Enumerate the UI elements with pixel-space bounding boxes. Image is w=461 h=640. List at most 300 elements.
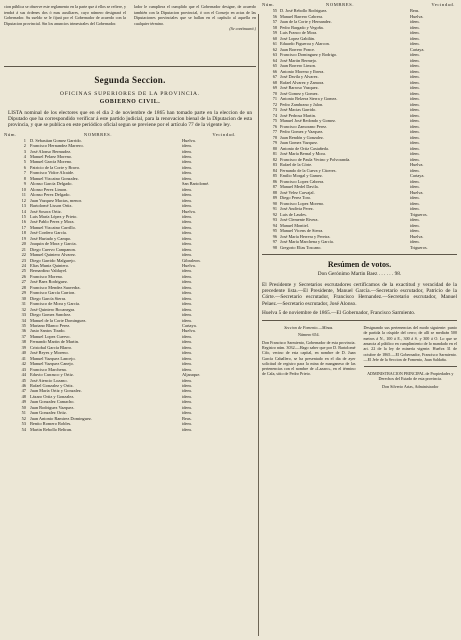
elector-name: Antonio Moreno y Ibrera.	[280, 68, 325, 74]
elector-number: 44	[21, 372, 26, 378]
elector-number: 18	[21, 230, 26, 236]
elector-town: idem.	[182, 170, 192, 176]
elector-number: 11	[21, 192, 26, 198]
elector-number: 5	[23, 159, 26, 165]
elector-name: Diego Gomez Sanchez.	[30, 312, 72, 318]
elector-number: 92	[272, 211, 277, 217]
elector-name: Manuel Vicens de Sierra.	[280, 228, 324, 233]
elector-town: idem.	[182, 159, 192, 165]
summary-rule	[262, 254, 457, 255]
elector-number: 20	[21, 241, 26, 247]
elector-town: idem.	[182, 203, 192, 209]
elector-number: 2	[23, 143, 26, 149]
elector-number: 65	[272, 63, 277, 68]
elector-number: 98	[272, 244, 277, 250]
elector-name: Manuel Medel Davila.	[280, 184, 319, 189]
elector-town: idem.	[182, 143, 192, 149]
elector-number: 43	[21, 366, 26, 372]
elector-name: Mariano Blanco Perez.	[30, 323, 71, 329]
elector-town: idem.	[410, 195, 420, 200]
fragment-left-text: cion pública se observe este reglamento en la parte que á ellos se refiere, y tendrá á sus órdenes dos ó mas auxiliares, cuyo número designará el Gobernador. Su sueldo se le fijará por el Gobernador de acuerdo con la Diputacion provincial. Sin los anuncios trimestrales del Gobernador.	[4, 4, 126, 26]
elector-name: José Hurtado y Campo.	[30, 235, 72, 241]
elector-number: 68	[272, 79, 277, 85]
elector-name: Fernando Martin de Martin.	[30, 339, 80, 345]
elector-name: Francisco de Paula Vecino y Polvoranda.	[280, 156, 351, 162]
elector-town: Beas.	[182, 415, 192, 421]
elector-town: idem.	[410, 79, 420, 85]
elector-town: idem.	[182, 273, 192, 279]
elector-town: idem.	[410, 30, 420, 35]
elector-name: Juan Gonzalez Ortiz.	[30, 410, 67, 416]
elector-town: idem.	[182, 290, 192, 296]
elector-town: Beas.	[410, 8, 420, 13]
elector-name: Juan Rodriguez Vazquez.	[30, 404, 75, 410]
elector-town: idem.	[182, 393, 192, 399]
elector-town: idem.	[410, 167, 420, 173]
elector-number: 19	[21, 235, 26, 241]
elector-number: 4	[23, 153, 26, 159]
elector-town: idem.	[410, 63, 420, 68]
elector-number: 27	[21, 279, 26, 285]
elector-town: Huelva.	[410, 233, 424, 239]
elector-name: Luis María López y Prieto.	[30, 213, 78, 219]
elector-number: 50	[21, 404, 26, 410]
elector-town: idem.	[182, 219, 192, 225]
elector-town: Huelva.	[182, 208, 196, 214]
fragment-right-text: lador le cumpliera el cumplido que el Gobernador designe, de acuerdo también con la Diputacion provincial, ó con el Consejo en actas de las Diputaciones provinciales que se hallan en el capítulo al aquella en cualquier término.	[134, 4, 256, 26]
elector-town: Huelva.	[410, 13, 424, 19]
elector-town: idem.	[182, 175, 192, 181]
elector-name: Juan Gomez Vazquez.	[280, 140, 318, 145]
elector-town: idem.	[410, 239, 420, 244]
admin-title: ADMINISTRACION PRINCIPAL de Propiedades y Derechos del Estado de esta provincia.	[367, 371, 454, 382]
elector-name: José Alonso Bermudez.	[30, 148, 72, 154]
elector-town: idem.	[182, 295, 192, 301]
elector-name: Antonio Belzera Sierra y Gomez.	[280, 96, 338, 101]
notice-body-1: Don Francisco Sarmiento, Gobernador de esta provincia. Registro núm. 3032.—Hago saber que por D. Bartolomé Cifo, vecino de esta capital, en nombre de D. Juan García Caballero, se ha presentado en el dia de ayer solicitud de registro para la mina de manganeso de las pertenencias con el nombre de «Lazaro», en el término de Cala, sitio de Pedro Prieto.	[262, 339, 356, 377]
elector-number: 9	[23, 181, 26, 187]
elector-town: idem.	[182, 148, 192, 154]
elector-town: idem.	[410, 129, 420, 134]
elector-name: José María Herrera y Pereira.	[280, 233, 331, 239]
elector-number: 96	[272, 233, 277, 239]
elector-town: idem.	[410, 134, 420, 140]
elector-number: 37	[21, 333, 26, 339]
elector-number: 51	[21, 410, 26, 416]
elector-name: Francisco Hernandez Marrero.	[30, 143, 84, 149]
admin-rule	[364, 366, 458, 367]
elector-town: idem.	[182, 246, 192, 252]
elector-name: Justo Santos Tirado.	[30, 328, 66, 334]
elector-town: idem.	[410, 156, 420, 162]
elector-name: Francisco Zamorano Perez.	[280, 123, 328, 129]
elector-name: José Andivia Perez.	[280, 206, 314, 211]
elector-number: 36	[21, 328, 26, 334]
elector-town: idem.	[410, 178, 420, 184]
elector-number: 13	[21, 203, 26, 209]
vote-line: Don Gerónimo Martin Baez . . . . . . 98.	[317, 271, 402, 277]
notice-col-1	[262, 325, 356, 391]
elector-town: Huelva.	[410, 189, 424, 195]
elector-number: 48	[21, 393, 26, 399]
elector-town: idem.	[410, 123, 420, 129]
elector-town: idem.	[182, 355, 192, 361]
elector-name: Francisco Lopez Cabrera.	[280, 178, 325, 184]
elector-town: idem.	[182, 344, 192, 350]
list-item	[262, 245, 457, 251]
candidate-name: Don Gerónimo Martin Baez	[317, 271, 378, 277]
elector-town: idem.	[410, 68, 420, 74]
elector-town: Trigueros.	[410, 244, 428, 250]
elector-town: Trigueros.	[410, 211, 428, 217]
elector-town: idem.	[182, 350, 192, 356]
elector-name: Manuel José Redondo y Gomez.	[280, 118, 336, 123]
elector-name: José Barroso Vazquez.	[280, 85, 319, 90]
notice-col-2	[364, 325, 458, 391]
elector-number: 72	[272, 101, 277, 107]
elector-town: idem.	[182, 317, 192, 323]
elector-number: 77	[272, 129, 277, 134]
elector-number: 26	[21, 273, 26, 279]
elector-town: idem.	[182, 153, 192, 159]
elector-number: 59	[272, 30, 277, 35]
elector-town: idem.	[410, 184, 420, 189]
elector-number: 90	[272, 200, 277, 206]
elector-town: idem.	[410, 222, 420, 228]
elector-name: José Martin Bermejo.	[280, 57, 318, 63]
elector-town: idem.	[410, 57, 420, 63]
elector-town: idem.	[182, 252, 192, 258]
elector-town: idem.	[182, 366, 192, 372]
list-intro: LISTA nominal de los electores que en el dia 2 de noviembre de 1865 han tomado parte en la eleccion de un Diputado que ha correspondido verificar á este partido judicial, para la renovacion bienal de la Diputacion de esta provincia, y que se publica en este periódico oficial segun se previene por el artículo 77 de la vigente ley.	[8, 110, 252, 129]
elector-number: 69	[272, 85, 277, 90]
header-name: NOMBRES.	[325, 2, 355, 7]
elector-name: Diego García Sierra.	[30, 295, 67, 301]
left-table-header	[4, 132, 256, 137]
elector-town: idem.	[182, 312, 192, 318]
elector-number: 83	[272, 162, 277, 167]
elector-name: José Baez Rodriguez.	[30, 279, 68, 285]
elector-number: 61	[272, 41, 277, 46]
elector-number: 82	[272, 156, 277, 162]
elector-town: idem.	[182, 426, 192, 432]
elector-town: idem.	[182, 361, 192, 367]
elector-name: José Pablo Perez y Mora.	[30, 219, 75, 225]
elector-town: idem.	[182, 410, 192, 416]
elector-name: José Atencio Lozano.	[30, 377, 68, 383]
elector-town: Huelva.	[410, 162, 424, 167]
elector-number: 64	[272, 57, 277, 63]
elector-town: idem.	[182, 241, 192, 247]
elector-number: 7	[23, 170, 26, 176]
elector-town: idem.	[410, 74, 420, 79]
elector-number: 42	[21, 361, 26, 367]
elector-town: idem.	[182, 301, 192, 307]
header-name: NOMBRES.	[83, 131, 113, 137]
elector-name: José Reyes y Moreno.	[30, 350, 69, 356]
list-item	[4, 427, 256, 432]
elector-number: 47	[21, 388, 26, 394]
elector-town: idem.	[182, 279, 192, 285]
elector-number: 70	[272, 90, 277, 96]
elector-name: Lázaro Ortiz y Gonzalez.	[30, 393, 75, 399]
summary-title: Resúmen de votos.	[327, 260, 392, 269]
elector-name: Manuel Montiel.	[280, 222, 309, 228]
elector-number: 34	[21, 317, 26, 323]
elector-name: Bartolomé Lisson Ortiz.	[30, 203, 73, 209]
elector-number: 79	[272, 140, 277, 145]
elector-name: Diego Perez Toro.	[280, 195, 312, 200]
elector-number: 60	[272, 35, 277, 41]
elector-town: Huelva.	[182, 137, 196, 143]
elector-town: idem.	[182, 284, 192, 290]
elector-number: 91	[272, 206, 277, 211]
elector-town: idem.	[182, 268, 192, 274]
elector-town: idem.	[410, 90, 420, 96]
elector-name: Luis de Lasdes.	[280, 211, 307, 217]
notice-rule	[262, 320, 457, 321]
elector-number: 54	[21, 426, 26, 432]
elector-town: idem.	[182, 377, 192, 383]
header-num: Núm.	[4, 131, 17, 137]
elector-name: Juan Gonzalez Camacho.	[30, 399, 75, 405]
elector-number: 23	[21, 257, 26, 263]
elector-name: Diego Cuervo Campanon.	[30, 246, 76, 252]
elector-name: Manuel Lopez Cuervo.	[30, 333, 71, 339]
elector-name: Pedro Gomez y Vazquez.	[280, 129, 324, 134]
elector-name: José Clemente Rivera.	[280, 217, 319, 222]
elector-name: Alonso Perez Delgado.	[30, 192, 71, 198]
elector-number: 38	[21, 339, 26, 345]
elector-town: idem.	[410, 200, 420, 206]
elector-name: Juan de la Corte y Hernandez.	[280, 19, 332, 24]
elector-number: 74	[272, 112, 277, 118]
elector-number: 89	[272, 195, 277, 200]
right-column	[262, 0, 457, 391]
elector-number: 28	[21, 284, 26, 290]
elector-name: Francisco de Mora y García.	[30, 301, 81, 307]
elector-number: 84	[272, 167, 277, 173]
elector-name: Luis Franco de Mora.	[280, 30, 318, 35]
elector-number: 81	[272, 151, 277, 156]
elector-town: idem.	[410, 112, 420, 118]
elector-town: Cartaya.	[410, 46, 425, 52]
elector-name: Francisco Vidoe Alcaide.	[30, 170, 75, 176]
elector-town: idem.	[410, 85, 420, 90]
elector-town: Gibraleon.	[182, 257, 201, 263]
elector-name: Francisco Lopez Moreno.	[280, 200, 325, 206]
elector-town: idem.	[410, 118, 420, 123]
elector-name: Bernardino Valdayel.	[30, 268, 68, 274]
elector-number: 58	[272, 24, 277, 30]
elector-number: 45	[21, 377, 26, 383]
elector-name: Benito Romero Robles.	[30, 421, 72, 427]
elector-name: Elias Muniz Quintero.	[30, 263, 70, 269]
fragment-right	[134, 4, 256, 62]
elector-name: Pedro Bargado y Vegoña.	[280, 24, 324, 30]
elector-town: idem.	[410, 24, 420, 30]
elector-number: 66	[272, 68, 277, 74]
elector-number: 73	[272, 107, 277, 112]
elector-number: 85	[272, 173, 277, 178]
elector-name: D. José Rebollo Rodriguez.	[280, 8, 328, 13]
elector-name: José Davila y Alvarez.	[280, 74, 319, 79]
elector-number: 56	[272, 13, 277, 19]
elector-town: idem.	[410, 35, 420, 41]
elector-town: Aljaraque.	[182, 372, 201, 378]
elector-name: Manuel Vizcaino Gonzalez.	[30, 175, 79, 181]
certification-text: El Presidente y Secretarios escrutadores certificamos de la exactitud y veracidad de la precedente lista.—El Presidente, Manuel García.—Secretario escrutador, Patricio de la Córte.—Secretario escrutador, Francisco Hernandez.—Secretario escrutador, Manuel Pelaez.—Secretario escrutador, José Alonso.	[262, 282, 457, 307]
elector-number: 32	[21, 306, 26, 312]
elector-town: Huelva.	[182, 328, 196, 334]
elector-town: idem.	[410, 217, 420, 222]
elector-number: 16	[21, 219, 26, 225]
elector-town: idem.	[410, 151, 420, 156]
elector-name: José Macias Garrido.	[280, 107, 317, 112]
elector-number: 76	[272, 123, 277, 129]
elector-name: José Quintero Bocanegra.	[30, 306, 76, 312]
elector-name: Joaquin de Mora y Garcia.	[30, 241, 77, 247]
continuation-note: (Se continuará.)	[229, 26, 256, 32]
elector-name: José Lopez Gabilán.	[280, 35, 315, 41]
elector-number: 30	[21, 295, 26, 301]
elector-name: Francisco García Carrion.	[30, 290, 76, 296]
elector-town: idem.	[410, 107, 420, 112]
elector-town: idem.	[182, 383, 192, 388]
elector-name: José Gomez y Gomez.	[280, 90, 319, 96]
elector-name: Francisco Mendez Saavedra.	[30, 284, 81, 290]
elector-name: Manuel Vazquez Lancejo.	[30, 355, 76, 361]
elector-town: idem.	[410, 96, 420, 101]
elector-town: Cartaya.	[182, 323, 197, 329]
elector-number: 41	[21, 355, 26, 361]
left-elector-list	[4, 138, 256, 432]
elector-number: 22	[21, 252, 26, 258]
elector-name: Fernando de la Cueva y Cáceres.	[280, 167, 337, 173]
elector-name: José Sosora Ortiz.	[30, 208, 62, 214]
elector-number: 3	[23, 148, 26, 154]
elector-town: idem.	[182, 230, 192, 236]
elector-number: 57	[272, 19, 277, 24]
elector-number: 55	[272, 8, 277, 13]
elector-number: 31	[21, 301, 26, 307]
elector-number: 49	[21, 399, 26, 405]
elector-name: Rafael Alvarez y Zamora.	[280, 79, 325, 85]
top-fragment	[4, 4, 256, 62]
elector-name: José María Marchena y García.	[280, 239, 334, 244]
notice-number: Número 654.	[297, 332, 320, 338]
right-elector-list	[262, 8, 457, 250]
elector-town: idem.	[182, 224, 192, 230]
elector-number: 46	[21, 383, 26, 388]
elector-town: San Bartolomé.	[182, 181, 210, 187]
elector-number: 14	[21, 208, 26, 214]
elector-town: idem.	[182, 164, 192, 170]
elector-name: Eduardo Figueroa y Alarcon.	[280, 41, 330, 46]
elector-name: Rafael Gonzalez y Ortiz.	[30, 383, 74, 388]
elector-number: 86	[272, 178, 277, 184]
elector-name: Alonso García Delgado.	[30, 181, 73, 187]
section-title: Segunda Seccion.	[94, 75, 166, 85]
elector-town: idem.	[410, 52, 420, 57]
elector-number: 25	[21, 268, 26, 274]
elector-name: Manuel García Moreno.	[30, 159, 73, 165]
elector-town: idem.	[182, 235, 192, 241]
elector-number: 95	[272, 228, 277, 233]
elector-name: Diego Garrido Malgarejo.	[30, 257, 76, 263]
elector-number: 24	[21, 263, 26, 269]
elector-number: 39	[21, 344, 26, 350]
elector-number: 52	[21, 415, 26, 421]
elector-town: idem.	[410, 206, 420, 211]
vote-count: 98.	[394, 271, 402, 277]
elector-number: 75	[272, 118, 277, 123]
elector-name: Manuel de la Corte Dominguez.	[30, 317, 87, 323]
elector-town: Huelva.	[182, 263, 196, 269]
left-column	[4, 0, 256, 432]
elector-name: Gregorio Elias Toscano.	[280, 244, 322, 250]
fomento-notice	[262, 325, 457, 391]
header-num: Núm.	[262, 2, 275, 7]
notice-title: Seccion de Fomento.—Minas.	[284, 325, 334, 331]
elector-name: Cristobal García Blarro.	[30, 344, 73, 350]
elector-town: idem.	[410, 101, 420, 107]
elector-name: Alonso Perez Limon.	[30, 186, 68, 192]
elector-town: idem.	[182, 399, 192, 405]
elector-name: José Pedrosa Martin.	[280, 112, 316, 118]
elector-name: Manuel Vazquez Canejo.	[30, 361, 74, 367]
elector-number: 78	[272, 134, 277, 140]
elector-town: idem.	[182, 388, 192, 394]
elector-name: Francisco Marchena.	[30, 366, 67, 372]
admin-signer: Don Silverio Arias, Administrador	[382, 383, 439, 389]
elector-name: Juan Borrero Ponce.	[280, 46, 315, 52]
elector-name: Juan Vazquez Macias, menor.	[30, 197, 82, 203]
elector-name: Manuel Barrero Cabrera.	[280, 13, 324, 19]
elector-number: 67	[272, 74, 277, 79]
elector-name: Antonio de Ortiz Castañeda.	[280, 145, 329, 151]
elector-number: 53	[21, 421, 26, 427]
elector-town: idem.	[182, 213, 192, 219]
section-subtitle-2: GOBIERNO CIVIL.	[99, 99, 161, 105]
section-rule	[4, 66, 256, 67]
elector-name: Martin Rebollo Beltran.	[30, 426, 73, 432]
elector-number: 15	[21, 213, 26, 219]
elector-number: 40	[21, 350, 26, 356]
elector-town: idem.	[410, 228, 420, 233]
elector-town: idem.	[410, 19, 420, 24]
header-town: Vecindad.	[212, 131, 236, 137]
signature-line: Huelva 5 de noviembre de 1865.—El Gobernador, Francisco Sarmiento.	[262, 309, 416, 316]
elector-number: 93	[272, 217, 277, 222]
elector-town: idem.	[410, 140, 420, 145]
elector-number: 1	[23, 137, 26, 143]
elector-number: 12	[21, 197, 26, 203]
elector-town: idem.	[182, 306, 192, 312]
column-divider	[258, 14, 259, 636]
elector-number: 62	[272, 46, 277, 52]
elector-town: idem.	[182, 197, 192, 203]
elector-town: Cartaya.	[410, 173, 425, 178]
elector-name: José Cordero García.	[30, 230, 67, 236]
elector-town: idem.	[182, 339, 192, 345]
elector-name: Manuel Pelaez Moreno.	[30, 153, 73, 159]
elector-number: 33	[21, 312, 26, 318]
elector-number: 87	[272, 184, 277, 189]
elector-name: Manuel Quintero Alvarez.	[30, 252, 76, 258]
elector-number: 88	[272, 189, 277, 195]
elector-town: idem.	[182, 192, 192, 198]
